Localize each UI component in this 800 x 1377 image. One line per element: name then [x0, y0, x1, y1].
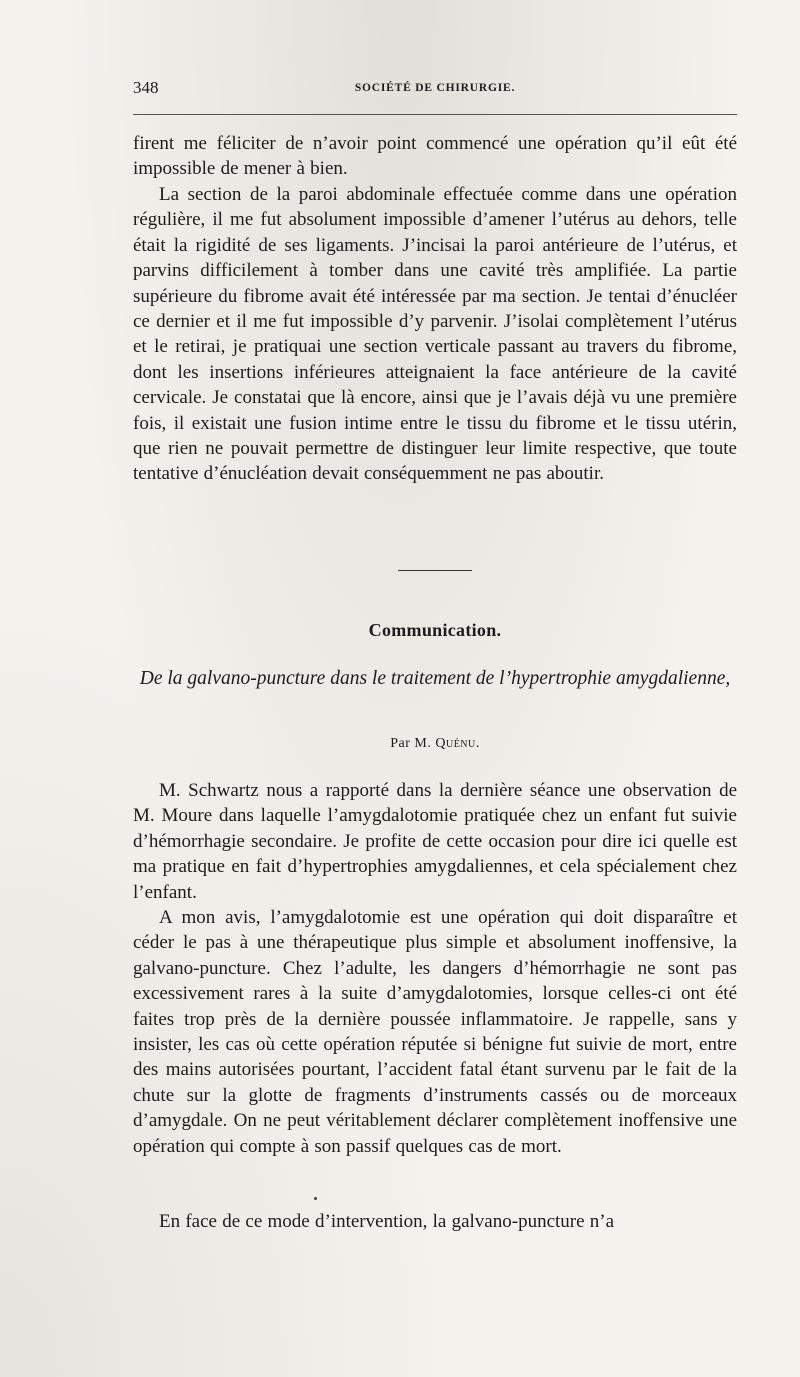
article-title: De la galvano-puncture dans le traitement de l’hypertrophie amygdalienne,	[139, 668, 731, 689]
running-title: SOCIÉTÉ DE CHIRURGIE.	[354, 82, 516, 94]
ink-speck	[314, 1197, 317, 1200]
byline	[133, 736, 737, 752]
section-heading: Communication.	[368, 620, 502, 640]
section-divider	[398, 570, 472, 571]
paragraph-continuation: firent me féliciter de n’avoir point commencé une opération qu’il eût été impossible de mener à bien.	[133, 133, 737, 180]
paragraph-opinion: A mon avis, l’amygdalotomie est une opération qui doit disparaître et céder le pas à une thérapeutique plus simple et absolument inoffensive, la galvano-puncture. Chez l’adulte, les dangers d’hémorrhagie ne sont pas excessivement rares à la suite d’amygdalotomies, lorsque celles-ci ont été faites trop près de la dernière poussée inflammatoire. Je rappelle, sans y insister, les cas où cette opération réputée si bénigne fut suivie de mort, entre des mains autorisées pourtant, l’accident fatal étant survenu par le fait de la chute sur la glotte de fragments d’instruments cassés ou de morceaux d’amygdale. On ne peut véritablement déclarer complètement inoffensive une opération qui compte à son passif quelques cas de mort.	[133, 907, 737, 1157]
byline-prefix: Par M.	[390, 736, 432, 751]
page-header	[133, 78, 737, 102]
paragraph-final: En face de ce mode d’intervention, la galvano-puncture n’a	[159, 1211, 615, 1232]
paragraph-operation: La section de la paroi abdominale effectuée comme dans une opération régulière, il me fut absolument impossible d’amener l’utérus au dehors, telle était la rigidité de ses ligaments. J’incisai la paroi antérieure de l’utérus, et parvins difficilement à tomber dans une cavité très amplifiée. La partie supérieure du fibrome avait été intéressée par ma section. Je tentai d’énucléer ce dernier et il me fut impossible d’y parvenir. J’isolai complètement l’utérus et le retirai, je pratiquai une section verticale passant au travers du fibrome, dont les insertions inférieures atteignaient la face antérieure de la cavité cervicale. Je constatai que là encore, ainsi que je l’avais déjà vu une première fois, il existait une fusion intime entre le tissu du fibrome et le tissu utérin, que rien ne pouvait permettre de distinguer leur limite respective, que toute tentative d’énucléation devait conséquemment ne pas aboutir.	[133, 184, 737, 485]
page-number: 348	[133, 78, 159, 97]
paragraph-schwartz: M. Schwartz nous a rapporté dans la dernière séance une observation de M. Moure dans laquelle l’amygdalotomie pratiquée chez un enfant fut suivie d’hémorrhagie secondaire. Je profite de cette occasion pour dire ici quelle est ma pratique en fait d’hypertrophies amygdaliennes, et cela spécialement chez l’enfant.	[133, 780, 737, 903]
header-rule	[133, 114, 737, 115]
byline-author: Quénu.	[435, 736, 480, 751]
